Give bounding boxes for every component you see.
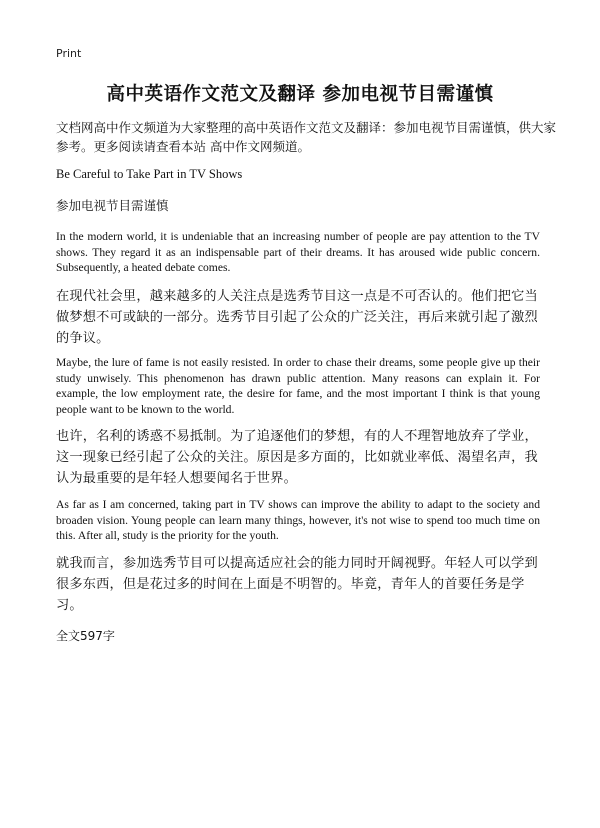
chinese-paragraph-2: 也许，名利的诱惑不易抵制。为了追逐他们的梦想，有的人不理智地放弃了学业，这一现象已经引起了公众的关注。原因是多方面的，比如就业率低、渴望名声，我认为最重要的是年轻人想要闻名于世界。 [56,429,538,486]
print-link[interactable]: Print [56,47,82,60]
word-count: 全文597字 [56,629,115,643]
intro-text: 文档网高中作文频道为大家整理的高中英语作文范文及翻译：参加电视节目需谨慎，供大家参考。更多阅读请查看本站 高中作文网频道。 [56,120,557,154]
page-title: 高中英语作文范文及翻译 参加电视节目需谨慎 [106,84,494,105]
chinese-essay-title: 参加电视节目需谨慎 [56,198,169,213]
chinese-paragraph-3: 就我而言，参加选秀节目可以提高适应社会的能力同时开阔视野。年轻人可以学到很多东西，但是花过多的时间在上面是不明智的。毕竟，青年人的首要任务是学习。 [56,556,538,613]
chinese-paragraph-1: 在现代社会里，越来越多的人关注点是选秀节目这一点是不可否认的。他们把它当做梦想不可或缺的一部分。选秀节目引起了公众的广泛关注，再后来就引起了激烈的争议。 [56,289,538,346]
english-paragraph-1: In the modern world, it is undeniable that an increasing number of people are pay attention to the TV shows. They regard it as an indispensable part of their dreams. It has aroused wide public concern. Subsequently, a heated debate comes. [56,230,540,275]
english-paragraph-2: Maybe, the lure of fame is not easily resisted. In order to chase their dreams, some people give up their study unwisely. This phenomenon has drawn public attention. Many reasons can explain it. For example, the low employment rate, the desire for fame, and the most important I think is that young people want to be known to the world. [56,356,540,416]
english-essay-title: Be Careful to Take Part in TV Shows [56,167,243,181]
english-paragraph-3: As far as I am concerned, taking part in TV shows can improve the ability to adapt to the society and broaden vision. Young people can learn many things, however, it's not wise to spend too much time on this. After all, study is the priority for the youth. [56,498,540,543]
